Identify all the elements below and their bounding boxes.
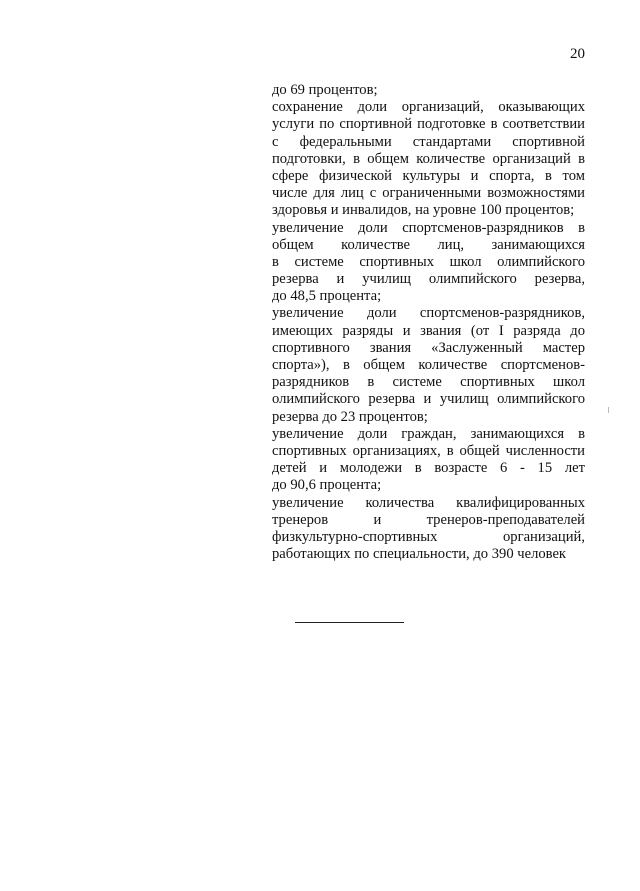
scan-artifact xyxy=(608,407,609,413)
body-text-line: резерва и училищ олимпийского резерва, xyxy=(272,271,585,288)
body-text-line: имеющих разряды и звания (от I разряда до xyxy=(272,322,585,339)
body-text-line: тренеров и тренеров-преподавателей xyxy=(272,511,585,528)
body-text-line: числе для лиц с ограниченными возможностями xyxy=(272,185,585,202)
body-text-line: услуги по спортивной подготовке в соответствии xyxy=(272,116,585,133)
end-divider-line xyxy=(295,622,404,623)
body-text-line: здоровья и инвалидов, на уровне 100 процентов; xyxy=(272,202,575,219)
body-text-line: резерва до 23 процентов; xyxy=(272,408,428,425)
body-text-line: общем количестве лиц, занимающихся xyxy=(272,236,585,253)
body-text-line: сфере физической культуры и спорта, в том xyxy=(272,167,585,184)
body-text-line: детей и молодежи в возрасте 6 - 15 лет xyxy=(272,460,585,477)
body-text-line: в системе спортивных школ олимпийского xyxy=(272,253,585,270)
body-text-line: сохранение доли организаций, оказывающих xyxy=(272,99,585,116)
body-text-line: спортивных организациях, в общей численности xyxy=(272,442,585,459)
body-text-line: увеличение количества квалифицированных xyxy=(272,494,585,511)
body-text-line: спортивного звания «Заслуженный мастер xyxy=(272,339,585,356)
body-text-line: увеличение доли спортсменов-разрядников, xyxy=(272,305,585,322)
body-text-line: разрядников в системе спортивных школ xyxy=(272,374,585,391)
body-text-line: физкультурно-спортивных организаций, xyxy=(272,528,585,545)
body-text-line: спорта»), в общем количестве спортсменов- xyxy=(272,357,585,373)
body-text-line: увеличение доли граждан, занимающихся в xyxy=(272,425,585,442)
body-text-line: работающих по специальности, до 390 человек xyxy=(272,546,567,563)
page-number: 20 xyxy=(570,46,585,62)
body-text-line: увеличение доли спортсменов-разрядников в xyxy=(272,219,585,236)
body-text-line: олимпийского резерва и училищ олимпийского xyxy=(272,391,585,408)
body-text-line: подготовки, в общем количестве организаций в xyxy=(272,150,585,167)
document-body-text xyxy=(272,82,585,563)
body-text-line: до 90,6 процента; xyxy=(272,477,382,494)
body-text-line: с федеральными стандартами спортивной xyxy=(272,133,585,150)
body-text-line: до 48,5 процента; xyxy=(272,288,382,305)
body-text-line: до 69 процентов; xyxy=(272,82,378,98)
